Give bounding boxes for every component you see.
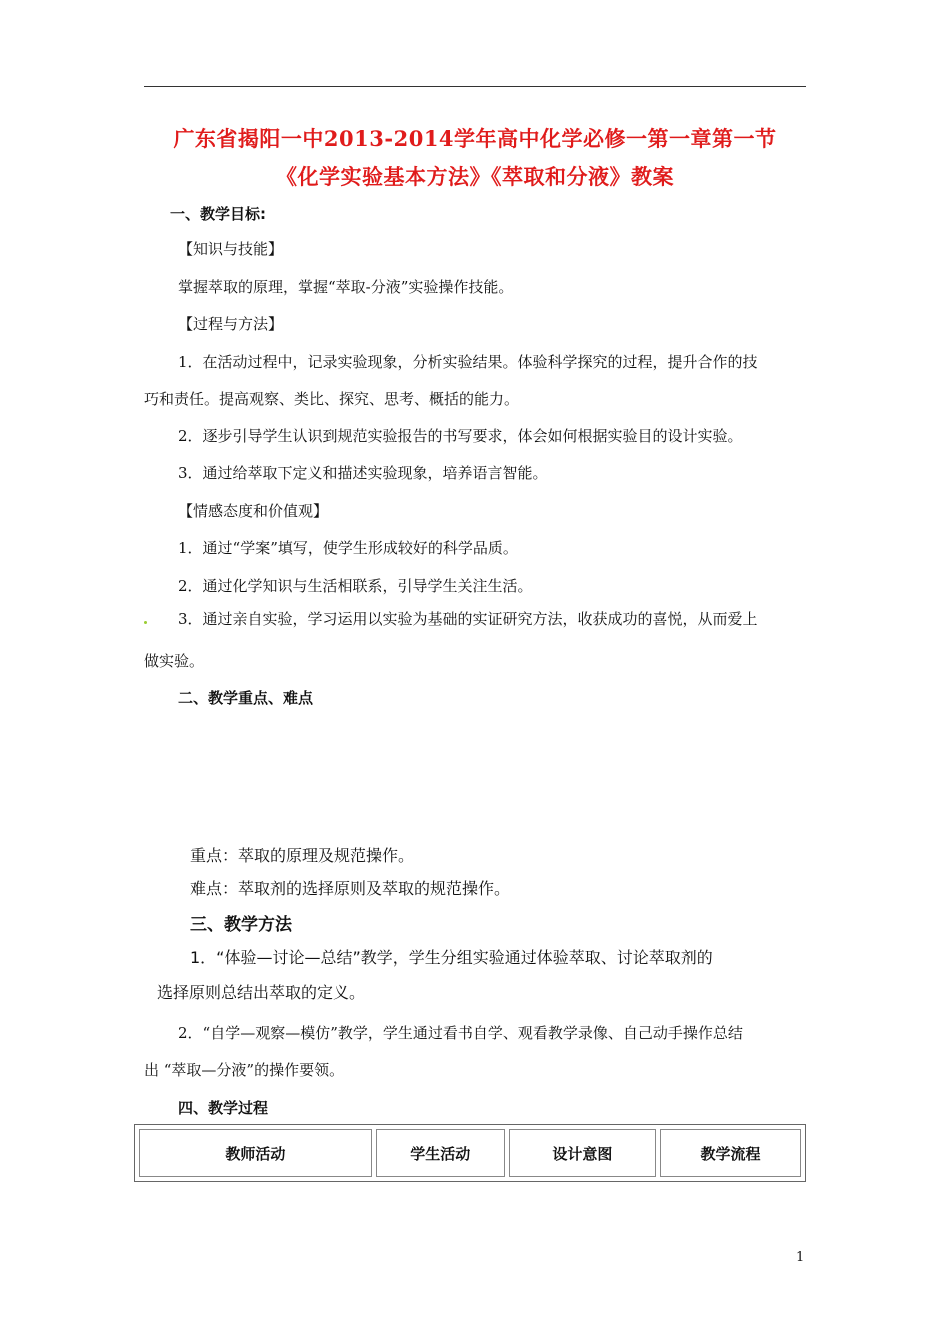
teaching-process-table [134, 1124, 806, 1182]
table-header-row [139, 1129, 801, 1177]
section4-heading: 四、教学过程 [178, 1099, 269, 1117]
method-item1-line2: 选择原则总结出萃取的定义。 [157, 983, 366, 1002]
process-item1-line1: 1．在活动过程中，记录实验现象，分析实验结果。体验科学探究的过程，提升合作的技 [178, 353, 758, 371]
knowledge-label: 【知识与技能】 [178, 240, 284, 258]
section3-heading: 三、教学方法 [190, 915, 292, 935]
knowledge-text: 掌握萃取的原理，掌握“萃取-分液”实验操作技能。 [178, 278, 514, 296]
emotion-item3-line2: 做实验。 [144, 652, 205, 670]
emotion-item2: 2．通过化学知识与生活相联系，引导学生关注生活。 [178, 577, 533, 595]
table-header-cell: 设计意图 [509, 1129, 656, 1177]
section2-heading: 二、教学重点、难点 [178, 689, 314, 707]
process-item2: 2．逐步引导学生认识到规范实验报告的书写要求，体会如何根据实验目的设计实验。 [178, 427, 743, 445]
section1-heading: 一、教学目标: [170, 205, 266, 223]
process-label: 【过程与方法】 [178, 315, 284, 333]
emotion-item3-line1: 3．通过亲自实验，学习运用以实验为基础的实证研究方法，收获成功的喜悦，从而爱上 [178, 610, 758, 628]
method-item1-line1: 1．“体验—讨论—总结”教学，学生分组实验通过体验萃取、讨论萃取剂的 [190, 948, 713, 967]
method-item2-line1: 2．“自学—观察—模仿”教学，学生通过看书自学、观看教学录像、自己动手操作总结 [178, 1024, 743, 1042]
document-title-line2: 《化学实验基本方法》《萃取和分液》教案 [276, 164, 674, 189]
difficulty-point: 难点：萃取剂的选择原则及萃取的规范操作。 [190, 879, 511, 898]
process-item1-line2: 巧和责任。提高观察、类比、探究、思考、概括的能力。 [144, 390, 520, 408]
table-header-cell: 教学流程 [660, 1129, 801, 1177]
method-item2-line2: 出 “萃取—分液”的操作要领。 [144, 1061, 345, 1079]
decorative-dot [144, 621, 147, 624]
emotion-label: 【情感态度和价值观】 [178, 502, 329, 520]
table-header-cell: 教师活动 [139, 1129, 372, 1177]
page-number: 1 [796, 1250, 805, 1265]
key-point: 重点：萃取的原理及规范操作。 [190, 846, 415, 865]
table-header-cell: 学生活动 [376, 1129, 505, 1177]
emotion-item1: 1．通过“学案”填写，使学生形成较好的科学品质。 [178, 539, 518, 557]
header-rule [144, 86, 806, 87]
process-item3: 3．通过给萃取下定义和描述实验现象，培养语言智能。 [178, 464, 548, 482]
document-title-line1: 广东省揭阳一中2013-2014学年高中化学必修一第一章第一节 [173, 126, 777, 151]
